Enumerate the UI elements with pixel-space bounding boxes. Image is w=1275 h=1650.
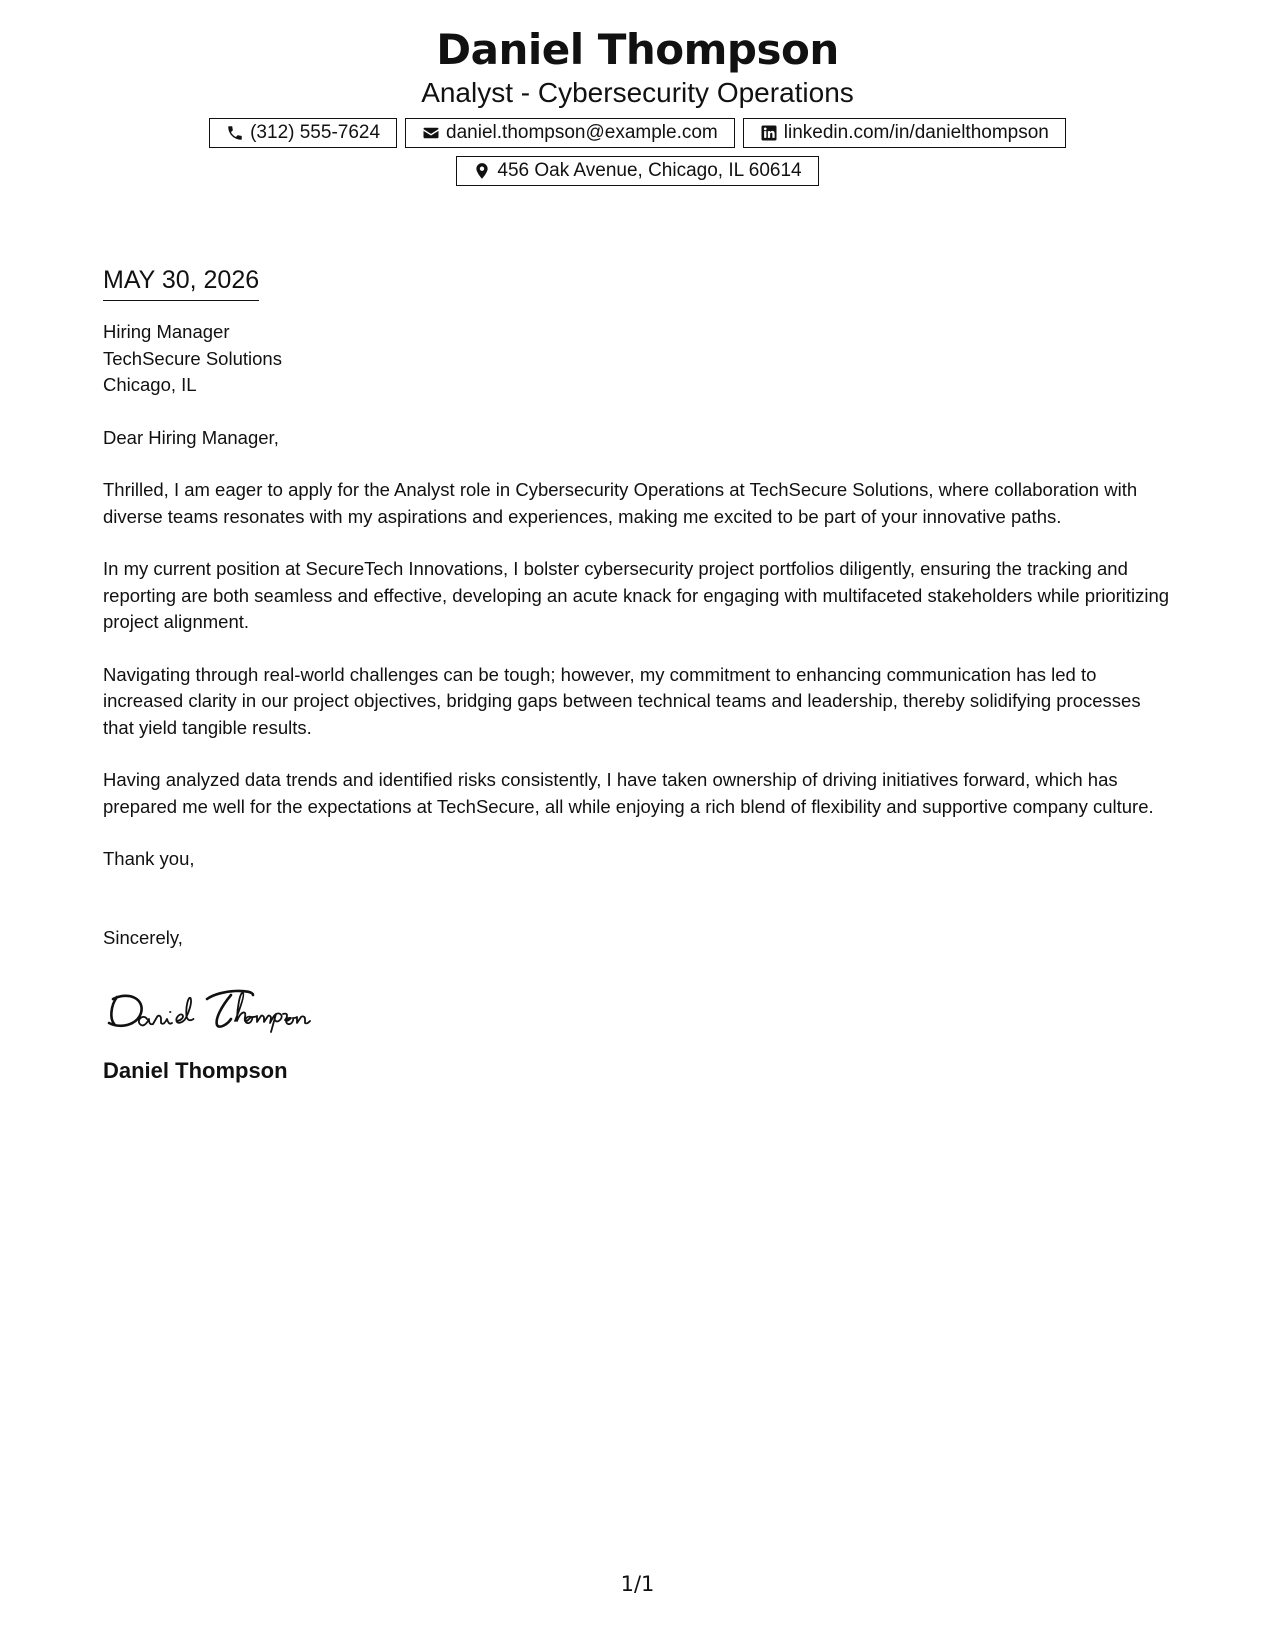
body-paragraph: Having analyzed data trends and identified risks consistently, I have taken ownership of driving initiatives forward, which has prepared me well for the expectations at TechSecure, all while enjoying a rich blend of flexibility and supportive company culture. [103,769,1154,817]
body-paragraph: Navigating through real-world challenges can be tough; however, my commitment to enhancing communication has led to increased clarity in our project objectives, bridging gaps between technical teams and leadership, thereby solidifying processes that yield tangible results. [103,663,1141,738]
letter-body [103,264,1173,1085]
signature-drawing [103,985,363,1037]
address-text: 456 Oak Avenue, Chicago, IL 60614 [497,160,802,181]
letter-date: MAY 30, 2026 [103,264,259,301]
linkedin-icon [760,124,778,142]
recipient-line: Hiring Manager [103,321,230,342]
contact-phone [209,118,397,148]
contact-address [456,156,818,186]
contact-row-2 [0,156,1275,186]
letter-header [0,0,1275,186]
envelope-icon [422,124,440,142]
applicant-name: Daniel Thompson [436,25,839,74]
phone-icon [226,124,244,142]
recipient-block [103,319,1173,399]
signoff: Sincerely, [103,926,183,948]
contact-linkedin [743,118,1066,148]
recipient-line: Chicago, IL [103,374,197,395]
body-paragraph: Thrilled, I am eager to apply for the Analyst role in Cybersecurity Operations at TechSecure Solutions, where collaboration with diverse teams resonates with my aspirations and experiences, making me excited to be part of your innovative paths. [103,479,1138,527]
recipient-line: TechSecure Solutions [103,347,282,369]
page-number: 1/1 [620,1572,655,1596]
closing: Thank you, [103,848,195,869]
body-paragraph: In my current position at SecureTech Innovations, I bolster cybersecurity project portfolios diligently, ensuring the tracking and reporting are both seamless and effective, developing an acute knack for engaging with multifaceted stakeholders while prioritizing project alignment. [103,558,1170,632]
handwritten-signature [103,985,363,1037]
salutation: Dear Hiring Manager, [103,426,279,448]
linkedin-text: linkedin.com/in/danielthompson [783,122,1049,143]
email-text: daniel.thompson@example.com [446,122,718,143]
phone-text: (312) 555-7624 [250,122,381,143]
printed-name: Daniel Thompson [103,1058,288,1083]
map-pin-icon [473,162,491,180]
contact-row-1 [0,118,1275,148]
applicant-title: Analyst - Cybersecurity Operations [421,77,854,108]
contact-email [405,118,735,148]
